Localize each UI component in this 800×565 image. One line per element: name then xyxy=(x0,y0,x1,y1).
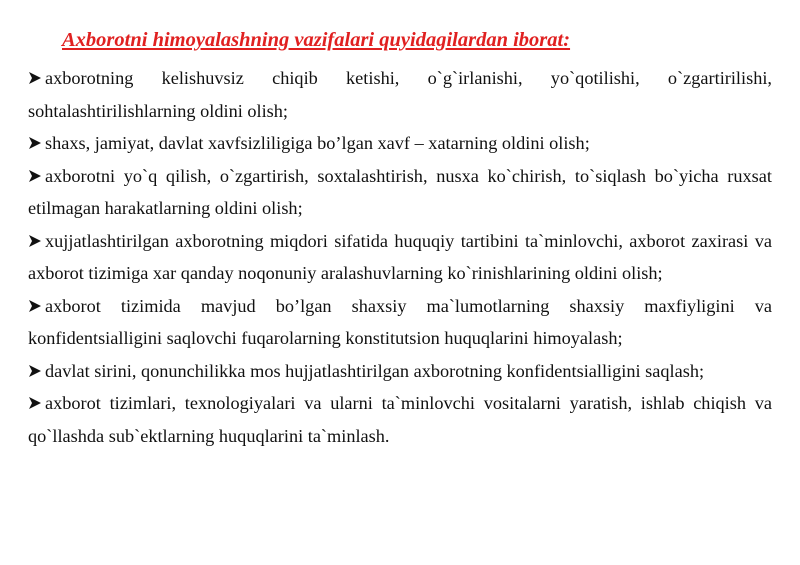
slide-title: Axborotni himoyalashning vazifalari quyidagilardan iborat: xyxy=(62,29,571,51)
list-item xyxy=(28,225,772,290)
list-item xyxy=(28,160,772,225)
list-item-text: axborot tizimida mavjud bo’lgan shaxsiy ma`lumotlarning shaxsiy maxfiyligini va konfidentsialligini saqlovchi fuqarolarning konstitutsion huquqlarini himoyalash; xyxy=(28,295,772,348)
list-item xyxy=(28,290,772,355)
task-list xyxy=(28,62,772,452)
arrowhead-bullet-icon xyxy=(28,364,42,378)
arrowhead-bullet-icon xyxy=(28,299,42,313)
list-item-text: axborotni yo`q qilish, o`zgartirish, soxtalashtirish, nusxa ko`chirish, to`siqlash bo`yicha ruxsat etilmagan harakatlarning oldini olish; xyxy=(28,165,772,218)
list-item-text: axborot tizimlari, texnologiyalari va ularni ta`minlovchi vositalarni yaratish, ishlab chiqish va qo`llashda sub`ektlarning huquqlarini ta`minlash. xyxy=(28,393,772,446)
arrowhead-bullet-icon xyxy=(28,136,42,150)
list-item xyxy=(28,62,772,127)
list-item xyxy=(28,355,772,388)
arrowhead-bullet-icon xyxy=(28,71,42,85)
list-item xyxy=(28,387,772,452)
list-item-text: shaxs, jamiyat, davlat xavfsizliligiga bo’lgan xavf – xatarning oldini olish; xyxy=(45,133,590,153)
list-item-text: xujjatlashtirilgan axborotning miqdori sifatida huquqiy tartibini ta`minlovchi, axborot zaxirasi va axborot tizimiga xar qanday noqonuniy aralashuvlarning ko`rinishlarining oldini olish; xyxy=(28,230,772,283)
list-item-text: davlat sirini, qonunchilikka mos hujjatlashtirilgan axborotning konfidentsialligini saqlash; xyxy=(45,360,705,381)
list-item xyxy=(28,127,772,160)
arrowhead-bullet-icon xyxy=(28,396,42,410)
list-item-text: axborotning kelishuvsiz chiqib ketishi, o`g`irlanishi, yo`qotilishi, o`zgartirilishi, sohtalashtirilishlarning oldini olish; xyxy=(28,68,772,121)
arrowhead-bullet-icon xyxy=(28,234,42,248)
arrowhead-bullet-icon xyxy=(28,169,42,183)
